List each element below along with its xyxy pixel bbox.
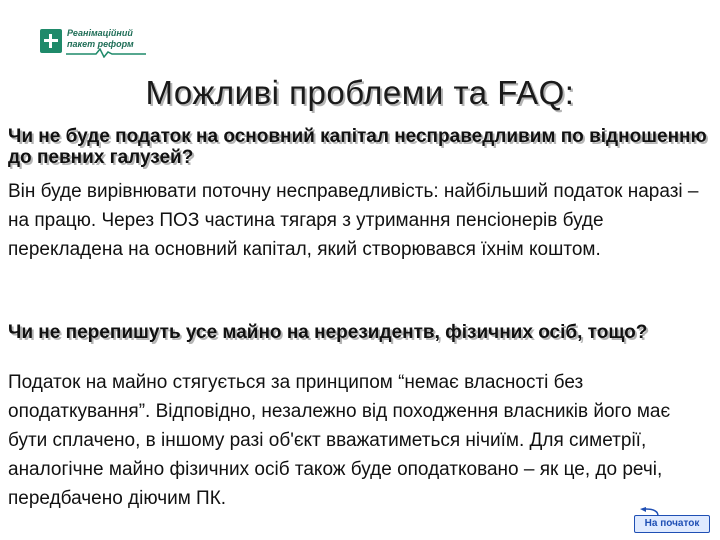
faq-answer-2: Податок на майно стягується за принципом “немає власності без оподаткування”. Відповідно, незалежно від походження власників його має бути сплачено, в іншому разі об'єкт вважатиметься нічиїм. Для симетрії, аналогічне майно фізичних осіб також буде оподатковано – як це, до речі, передбачено діючим ПК.	[8, 372, 671, 509]
faq-question-1: Чи не буде податок на основний капітал несправедливим по відношенню до певних галузей?	[8, 126, 707, 168]
faq-answer-1: Він буде вирівнювати поточну несправедливість: найбільший податок наразі – на працю. Через ПОЗ частина тягаря з утримання пенсіонерів буде перекладена на основний капітал, який створювався їхнім коштом.	[8, 181, 699, 260]
cross-logo-icon	[40, 29, 62, 53]
faq-question-2: Чи не перепишуть усе майно на нерезидентв, фізичних осіб, тощо?	[8, 322, 648, 343]
heartbeat-icon	[66, 48, 146, 58]
logo-text: Реанімаційний пакет реформ	[67, 28, 134, 49]
home-button[interactable]	[634, 507, 710, 533]
home-button-label: На початок	[634, 515, 710, 533]
logo	[40, 26, 140, 62]
page-title: Можливі проблеми та FAQ:	[145, 74, 575, 111]
